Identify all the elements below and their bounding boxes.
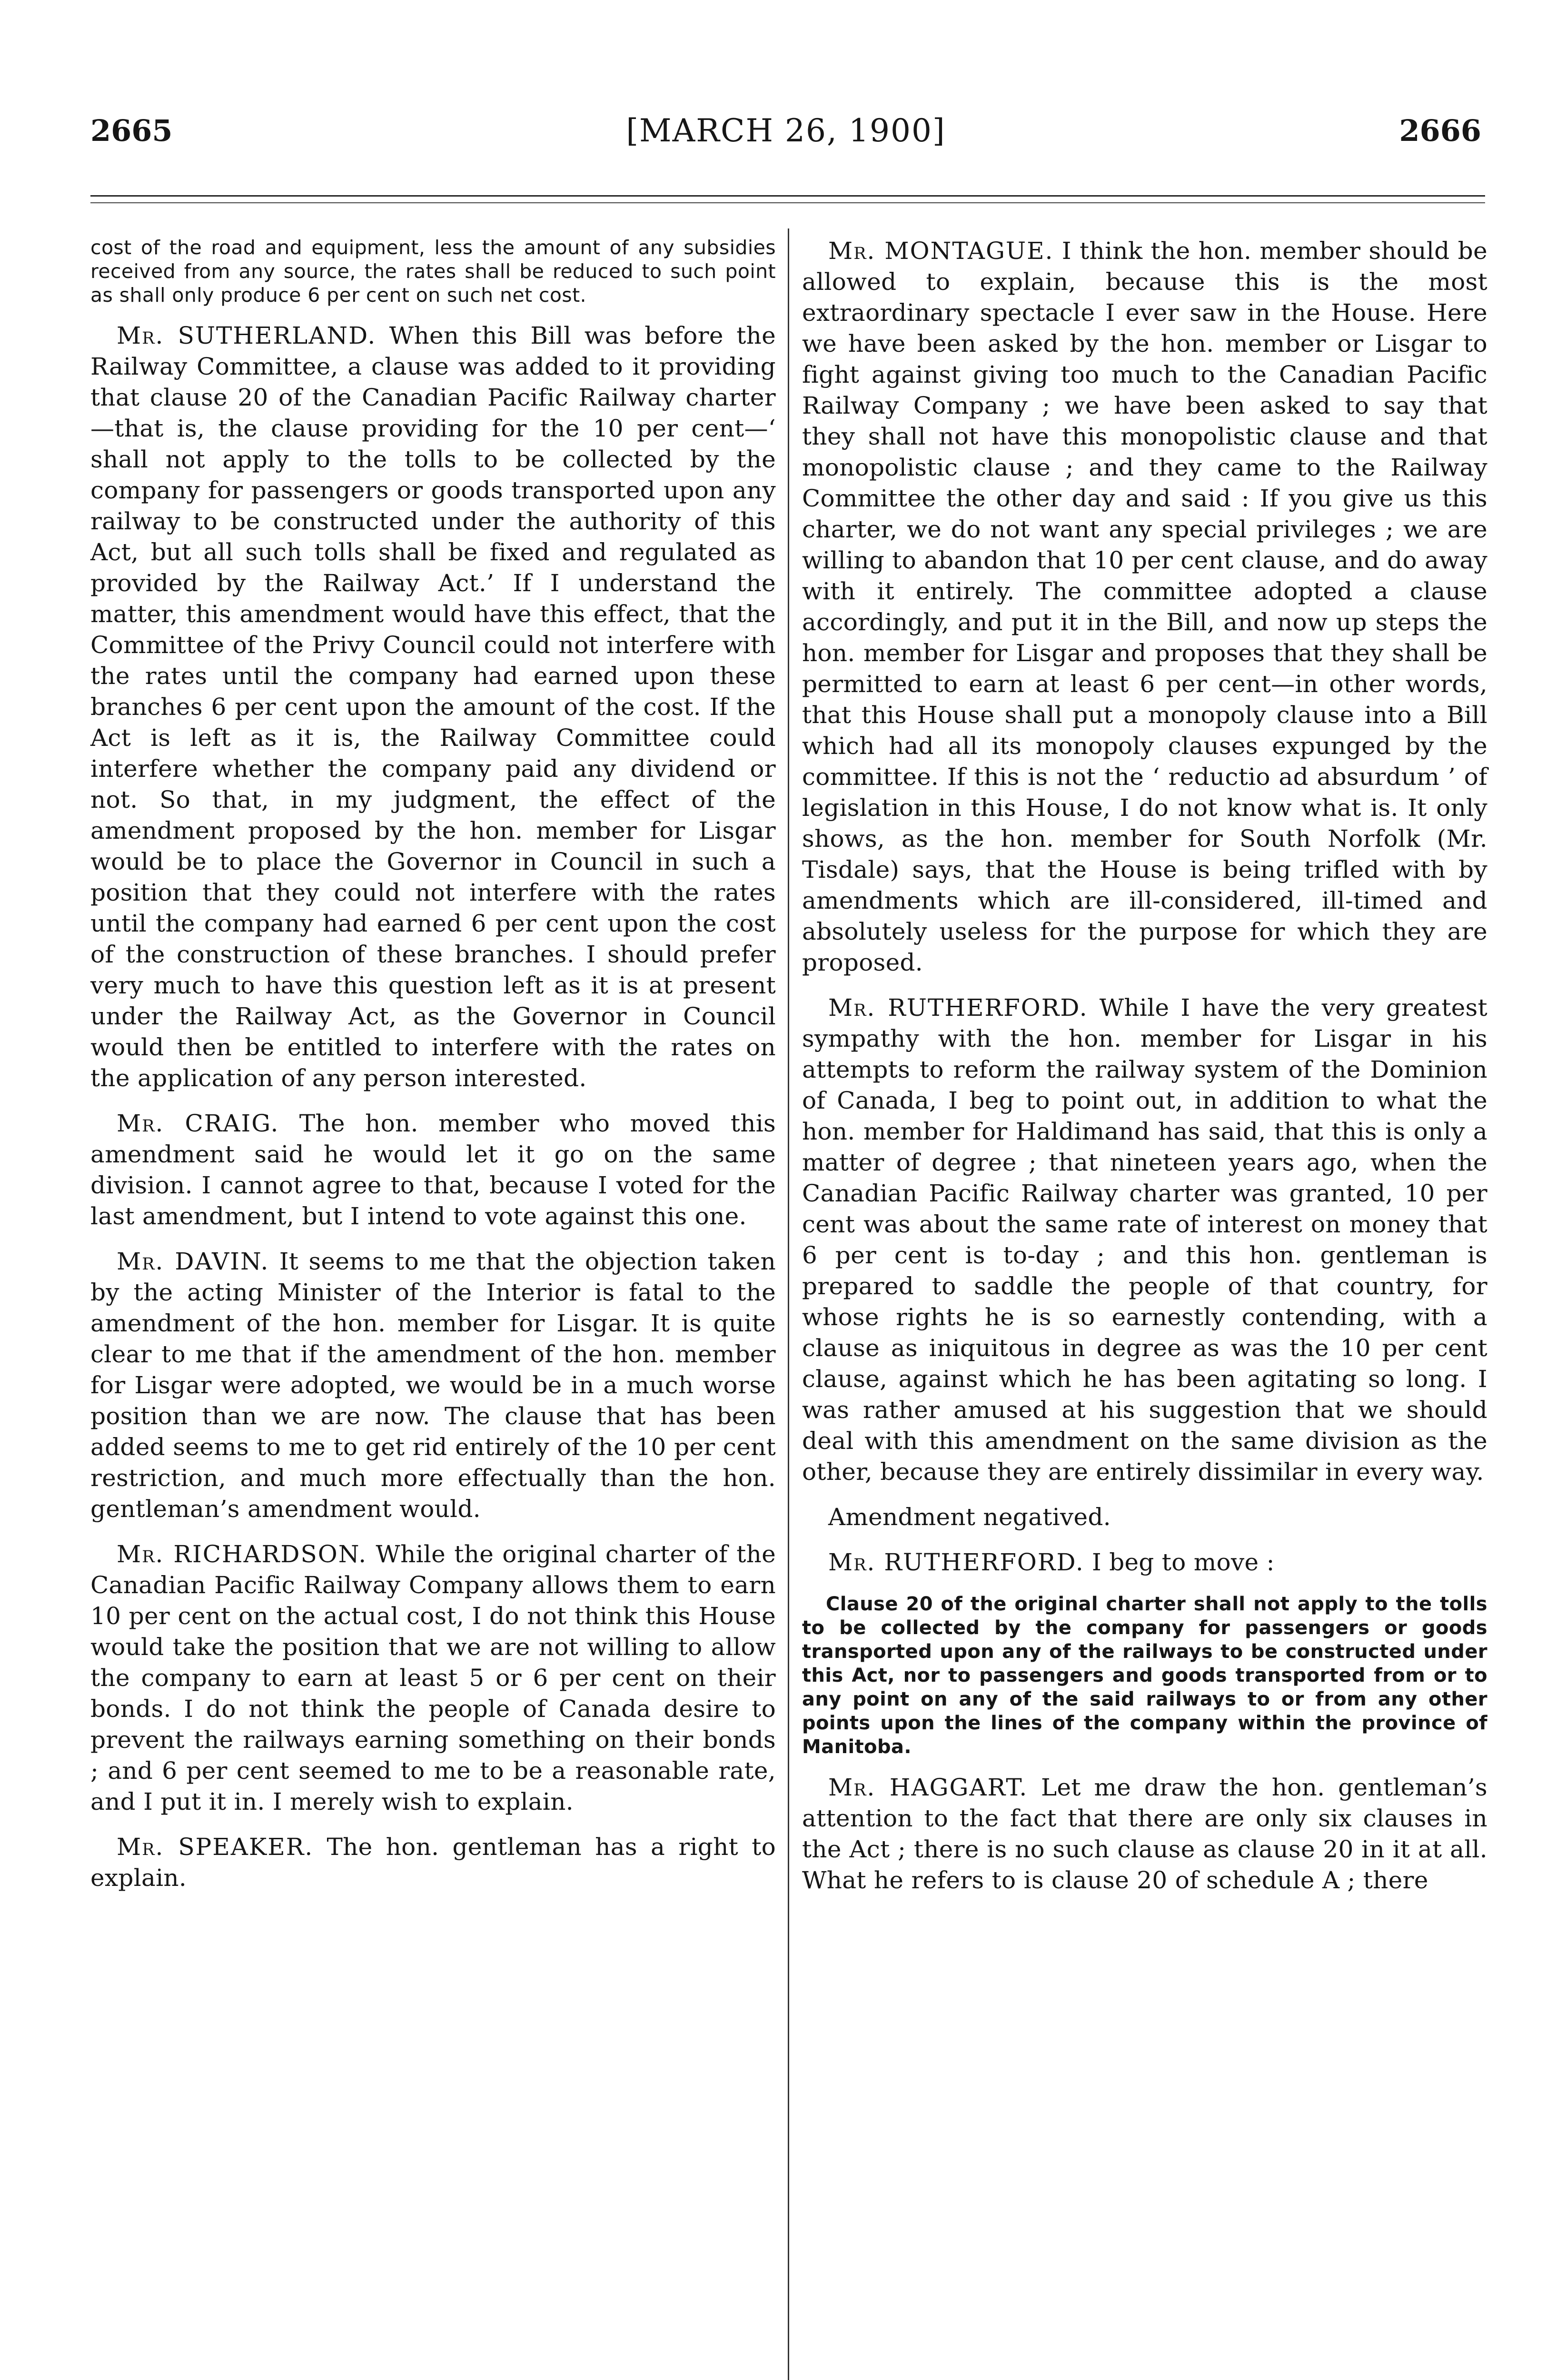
speech-speaker <box>90 1832 776 1894</box>
speech-text: It seems to me that the objection taken by the acting Minister of the Interior is fatal to the amendment of the hon. member for Lisgar. It is quite clear to me that if the amendment of the hon. member for Lisgar were adopted, we would be in a much worse position than we are now. The clause that has been added seems to me to get rid entirely of the 10 per cent restriction, and much more effectually than the hon. gentleman’s amendment would. <box>90 1248 776 1523</box>
speech-rutherford-motion <box>802 1547 1487 1578</box>
left-column <box>90 236 776 1908</box>
speech-text: When this Bill was before the Railway Committee, a clause was added to it providing that clause 20 of the Canadian Pacific Railway charter—that is, the clause providing for the 10 per cent—‘ shall not apply to the tolls to be collected by the company for passengers or goods transported upon any railway to be constructed under the authority of this Act, but all such tolls shall be fixed and regulated as provided by the Railway Act.’ If I understand the matter, this amendment would have this effect, that the Committee of the Privy Council could not interfere with the rates until the company had earned upon these branches 6 per cent upon the amount of the cost. If the Act is left as it is, the Railway Committee could interfere whether the company paid any dividend or not. So that, in my judgment, the effect of the amendment proposed by the hon. member for Lisgar would be to place the Governor in Council in such a position that they could not interfere with the rates until the company had earned 6 per cent upon the cost of the construction of these branches. I should prefer very much to have this question left as it is at present under the Railway Act, as the Governor in Council would then be entitled to interfere with the rates on the application of any person interested. <box>90 322 776 1092</box>
speech-rutherford <box>802 992 1487 1488</box>
speech-craig <box>90 1108 776 1232</box>
speaker-name: Mr. HAGGART. <box>828 1774 1028 1801</box>
speech-text: I beg to move : <box>1091 1548 1275 1576</box>
header-rule-secondary <box>90 202 1485 203</box>
speaker-name: Mr. MONTAGUE. <box>828 237 1054 265</box>
speaker-name: Mr. RICHARDSON. <box>117 1540 367 1568</box>
speaker-name: Mr. SPEAKER. <box>117 1833 314 1861</box>
speech-haggart <box>802 1772 1487 1896</box>
speaker-name: Mr. RUTHERFORD. <box>828 994 1088 1021</box>
speaker-name: Mr. CRAIG. <box>117 1110 279 1137</box>
speech-sutherland <box>90 320 776 1094</box>
continuation-paragraph: cost of the road and equipment, less the amount of any subsidies received from any source, the rates shall be reduced to such point as shall only produce 6 per cent on such net cost. <box>90 236 776 307</box>
speaker-name: Mr. SUTHERLAND. <box>117 322 377 349</box>
speaker-name: Mr. RUTHERFORD. <box>828 1548 1084 1576</box>
speech-text: The hon. gentleman has a right to explain. <box>90 1833 776 1892</box>
page-number-right: 2666 <box>1399 113 1481 148</box>
column-divider <box>788 228 789 2380</box>
speech-montague <box>802 236 1487 978</box>
header-rule <box>90 195 1485 197</box>
speaker-name: Mr. DAVIN. <box>117 1248 269 1275</box>
procedural-note: Amendment negatived. <box>828 1503 1111 1531</box>
motion-text: Clause 20 of the original charter shall not apply to the tolls to be collected by the company for passengers or goods transported upon any of the railways to be constructed under this Act, nor to passengers and goods transported from or to any point on any of the said railways to or from any other points upon the lines of the company within the province of Manitoba. <box>802 1593 1487 1758</box>
speech-text: While the original charter of the Canadian Pacific Railway Company allows them to earn 10 per cent on the actual cost, I do not think this House would take the position that we are not willing to allow the company to earn at least 5 or 6 per cent on their bonds. I do not think the people of Canada desire to prevent the railways earning something on their bonds ; and 6 per cent seemed to me to be a reasonable rate, and I put it in. I merely wish to explain. <box>90 1540 776 1815</box>
header-date: [MARCH 26, 1900] <box>626 112 946 149</box>
page-header <box>90 112 1481 169</box>
speech-richardson <box>90 1539 776 1817</box>
page-number-left: 2665 <box>90 113 173 148</box>
speech-text: Let me draw the hon. gentleman’s attention to the fact that there are only six clauses in the Act ; there is no such clause as clause 20 in it at all. What he refers to is clause 20 of schedule A ; there <box>802 1774 1487 1894</box>
right-column <box>802 236 1487 1910</box>
speech-davin <box>90 1246 776 1525</box>
speech-text: I think the hon. member should be allowed to explain, because this is the most extraordinary spectacle I ever saw in the House. Here we have been asked by the hon. member or Lisgar to fight against giving too much to the Canadian Pacific Railway Company ; we have been asked to say that they shall not have this monopolistic clause and that monopolistic clause ; and they came to the Railway Committee the other day and said : If you give us this charter, we do not want any special privileges ; we are willing to abandon that 10 per cent clause, and do away with it entirely. The committee adopted a clause accordingly, and put it in the Bill, and now up steps the hon. member for Lisgar and proposes that they shall be permitted to earn at least 6 per cent—in other words, that this House shall put a monopoly clause into a Bill which had all its monopoly clauses expunged by the committee. If this is not the ‘ reductio ad absurdum ’ of legislation in this House, I do not know what is. It only shows, as the hon. member for South Norfolk (Mr. Tisdale) says, that the House is being trifled with by amendments which are ill-considered, ill-timed and absolutely useless for the purpose for which they are proposed. <box>802 237 1487 976</box>
speech-text: While I have the very greatest sympathy with the hon. member for Lisgar in his attempts to reform the railway system of the Dominion of Canada, I beg to point out, in addition to what the hon. member for Haldimand has said, that this is only a matter of degree ; that nineteen years ago, when the Canadian Pacific Railway charter was granted, 10 per cent was about the same rate of interest on money that 6 per cent is to-day ; and this hon. gentleman is prepared to saddle the people of that country, for whose rights he is so earnestly contending, with a clause as iniquitous in degree as was the 10 per cent clause, against which he has been agitating so long. I was rather amused at his suggestion that we should deal with this amendment on the same division as the other, because they are entirely dissimilar in every way. <box>802 994 1487 1486</box>
speech-text: The hon. member who moved this amendment said he would let it go on the same division. I cannot agree to that, because I voted for the last amendment, but I intend to vote against this one. <box>90 1110 776 1230</box>
